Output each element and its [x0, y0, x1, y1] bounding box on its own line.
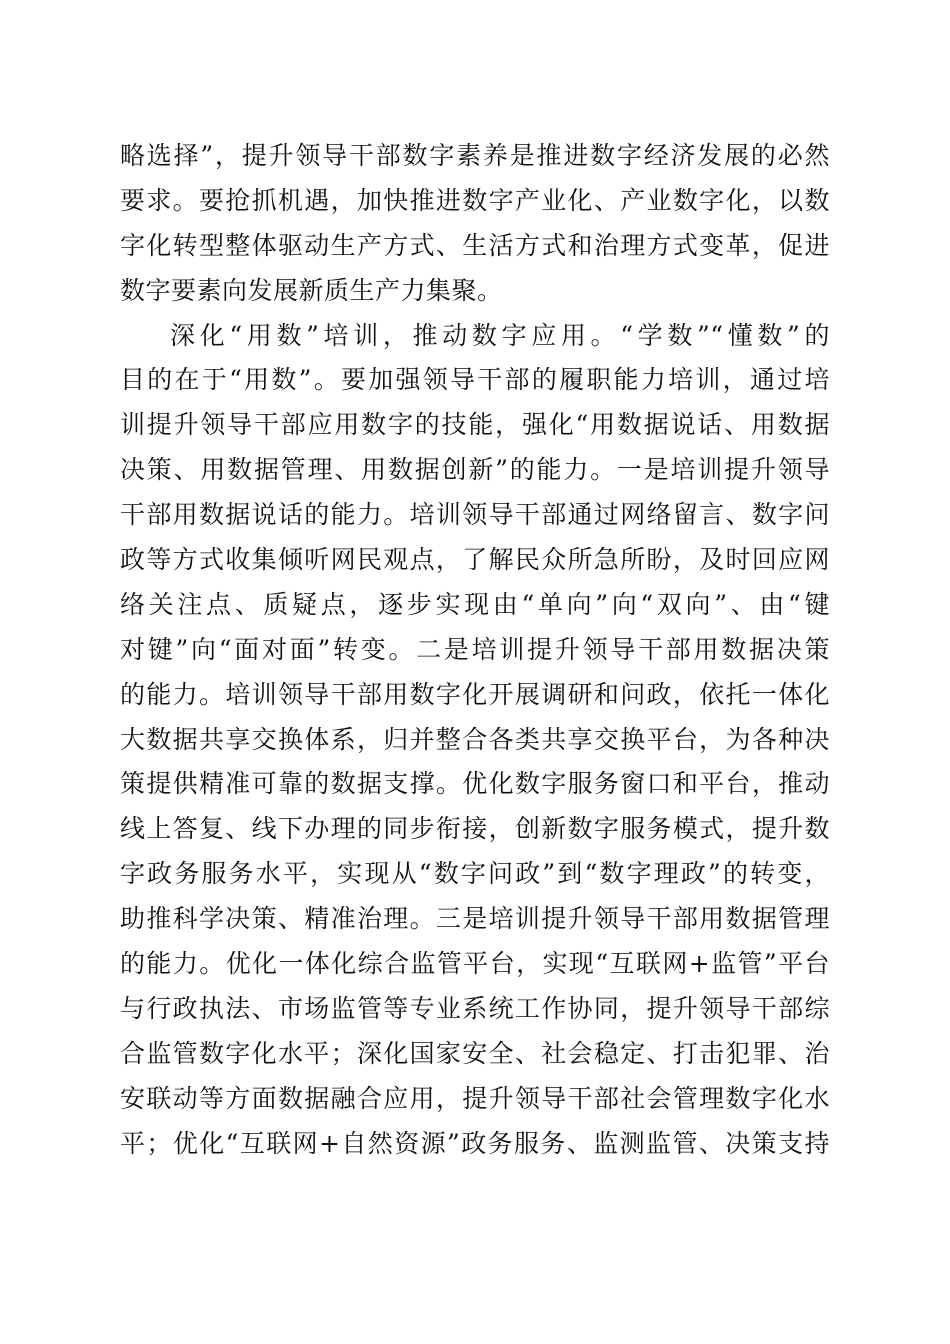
text-line: 政等方式收集倾听网民观点，了解民众所急所盼，及时回应网 — [120, 545, 830, 575]
text-line: 训提升领导干部应用数字的技能，强化“用数据说话、用数据 — [120, 410, 830, 440]
text-line: 字政务服务水平，实现从“数字问政”到“数字理政”的转变， — [120, 859, 830, 889]
paragraph-start-line: 深化“用数”培训，推动数字应用。“学数”“懂数”的 — [170, 320, 830, 350]
text-line: 大数据共享交换体系，归并整合各类共享交换平台，为各种决 — [120, 724, 830, 754]
text-line: 策提供精准可靠的数据支撑。优化数字服务窗口和平台，推动 — [120, 769, 830, 799]
text-line: 决策、用数据管理、用数据创新”的能力。一是培训提升领导 — [120, 455, 830, 485]
text-line: 字化转型整体驱动生产方式、生活方式和治理方式变革，促进 — [120, 230, 830, 260]
text-line: 要求。要抢抓机遇，加快推进数字产业化、产业数字化，以数 — [120, 185, 830, 215]
text-line: 数字要素向发展新质生产力集聚。 — [120, 275, 503, 305]
text-line: 的能力。培训领导干部用数字化开展调研和问政，依托一体化 — [120, 679, 830, 709]
text-line: 对键”向“面对面”转变。二是培训提升领导干部用数据决策 — [120, 634, 830, 664]
text-line: 安联动等方面数据融合应用，提升领导干部社会管理数字化水 — [120, 1083, 830, 1113]
text-line: 干部用数据说话的能力。培训领导干部通过网络留言、数字问 — [120, 500, 830, 530]
text-line: 线上答复、线下办理的同步衔接，创新数字服务模式，提升数 — [120, 814, 830, 844]
text-line: 的能力。优化一体化综合监管平台，实现“互联网+监管”平台 — [120, 949, 830, 979]
text-line: 合监管数字化水平；深化国家安全、社会稳定、打击犯罪、治 — [120, 1038, 830, 1068]
text-line: 目的在于“用数”。要加强领导干部的履职能力培训，通过培 — [120, 365, 830, 395]
text-line: 平；优化“互联网+自然资源”政务服务、监测监管、决策支持 — [120, 1128, 830, 1158]
text-line: 络关注点、质疑点，逐步实现由“单向”向“双向”、由“键 — [120, 589, 830, 619]
body-text — [120, 134, 830, 1166]
text-line: 略选择”，提升领导干部数字素养是推进数字经济发展的必然 — [120, 141, 830, 170]
text-line: 与行政执法、市场监管等专业系统工作协同，提升领导干部综 — [120, 993, 830, 1023]
text-line: 助推科学决策、精准治理。三是培训提升领导干部用数据管理 — [120, 904, 830, 934]
